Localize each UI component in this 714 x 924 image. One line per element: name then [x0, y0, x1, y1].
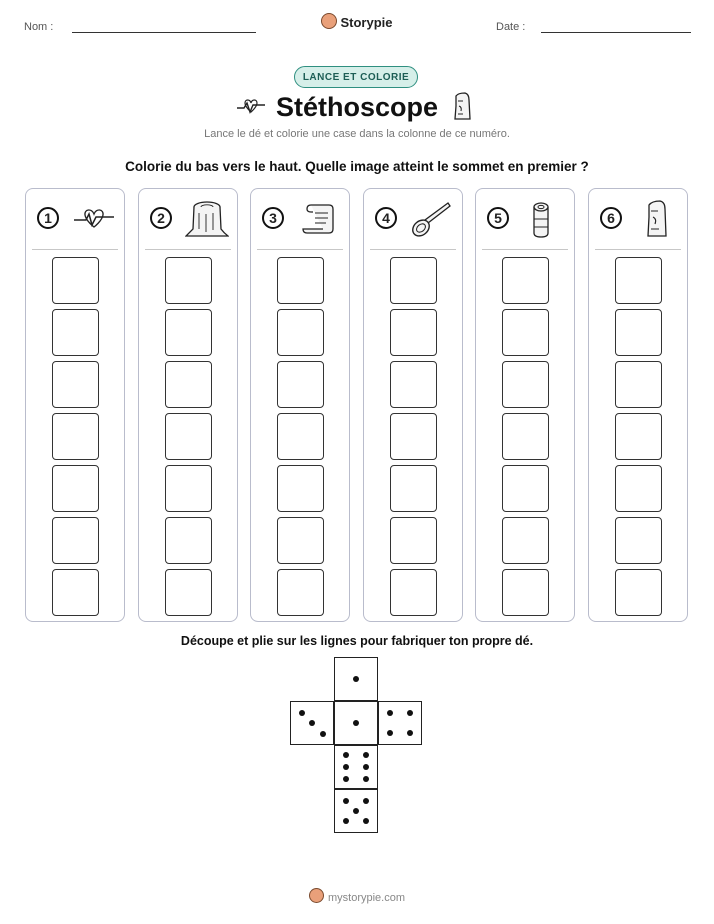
color-cell[interactable] [52, 309, 99, 356]
column-divider [595, 249, 681, 250]
column-divider [257, 249, 343, 250]
column-number: 1 [37, 207, 59, 229]
page-title: Stéthoscope [275, 92, 439, 122]
color-cell[interactable] [277, 361, 324, 408]
tree-stump-icon [185, 199, 229, 239]
die-pip [320, 731, 326, 737]
die-pip [363, 798, 369, 804]
color-cell[interactable] [165, 517, 212, 564]
die-pip [363, 752, 369, 758]
color-cell[interactable] [52, 257, 99, 304]
color-cell[interactable] [277, 309, 324, 356]
scroll-icon [297, 199, 341, 239]
color-cell[interactable] [502, 309, 549, 356]
die-face[interactable] [290, 701, 334, 745]
color-cell[interactable] [52, 517, 99, 564]
color-cell[interactable] [615, 413, 662, 460]
die-face[interactable] [334, 789, 378, 833]
color-cell[interactable] [390, 569, 437, 616]
color-cell[interactable] [502, 413, 549, 460]
page-subtitle: Lance le dé et colorie une case dans la colonne de ce numéro. [204, 128, 510, 140]
storypie-logo-icon [309, 888, 324, 903]
color-cell[interactable] [165, 413, 212, 460]
color-cell[interactable] [165, 257, 212, 304]
color-cell[interactable] [52, 361, 99, 408]
color-cell[interactable] [165, 361, 212, 408]
die-pip [343, 764, 349, 770]
column-6 [588, 188, 688, 622]
color-cell[interactable] [390, 309, 437, 356]
color-cell[interactable] [52, 569, 99, 616]
die-face[interactable] [334, 701, 378, 745]
die-instruction: Découpe et plie sur les lignes pour fabriquer ton propre dé. [180, 634, 534, 648]
die-pip [387, 710, 393, 716]
color-cell[interactable] [502, 569, 549, 616]
color-cell[interactable] [502, 465, 549, 512]
die-pip [407, 710, 413, 716]
column-divider [482, 249, 568, 250]
instruction: Colorie du bas vers le haut. Quelle image atteint le sommet en premier ? [125, 159, 589, 174]
die-pip [407, 730, 413, 736]
die-pip [363, 764, 369, 770]
column-divider [370, 249, 456, 250]
color-cell[interactable] [615, 517, 662, 564]
die-pip [299, 710, 305, 716]
date-line[interactable] [541, 32, 691, 33]
column-number: 4 [375, 207, 397, 229]
color-cell[interactable] [277, 413, 324, 460]
brand-logo: Storypie [0, 13, 714, 30]
name-label: Nom : [24, 21, 54, 33]
die-face[interactable] [334, 745, 378, 789]
column-2 [138, 188, 238, 622]
color-cell[interactable] [390, 517, 437, 564]
color-cell[interactable] [165, 309, 212, 356]
vuvuzela-horn-icon [410, 199, 454, 239]
color-cell[interactable] [502, 517, 549, 564]
color-cell[interactable] [52, 413, 99, 460]
die-pip [353, 808, 359, 814]
color-cell[interactable] [502, 361, 549, 408]
die-pip [343, 776, 349, 782]
color-cell[interactable] [390, 257, 437, 304]
name-line[interactable] [72, 32, 256, 33]
column-3 [250, 188, 350, 622]
color-cell[interactable] [277, 569, 324, 616]
color-cell[interactable] [502, 257, 549, 304]
column-4 [363, 188, 463, 622]
color-cell[interactable] [615, 465, 662, 512]
column-number: 6 [600, 207, 622, 229]
die-pip [343, 752, 349, 758]
die-pip [353, 676, 359, 682]
color-cell[interactable] [615, 257, 662, 304]
color-cell[interactable] [390, 413, 437, 460]
date-label: Date : [496, 21, 526, 33]
die-pip [387, 730, 393, 736]
die-pip [363, 776, 369, 782]
die-pip [309, 720, 315, 726]
color-cell[interactable] [277, 257, 324, 304]
color-cell[interactable] [390, 465, 437, 512]
die-pip [343, 818, 349, 824]
column-1 [25, 188, 125, 622]
color-cell[interactable] [615, 309, 662, 356]
paper-roll-icon [522, 199, 566, 239]
color-cell[interactable] [615, 361, 662, 408]
die-face[interactable] [334, 657, 378, 701]
color-cell[interactable] [277, 465, 324, 512]
color-cell[interactable] [165, 569, 212, 616]
color-cell[interactable] [615, 569, 662, 616]
column-number: 5 [487, 207, 509, 229]
die-pip [363, 818, 369, 824]
column-number: 2 [150, 207, 172, 229]
column-5 [475, 188, 575, 622]
color-cell[interactable] [390, 361, 437, 408]
die-pip [353, 720, 359, 726]
moai-statue-icon [635, 199, 679, 239]
column-divider [32, 249, 118, 250]
color-cell[interactable] [165, 465, 212, 512]
color-cell[interactable] [277, 517, 324, 564]
moai-statue-icon [450, 92, 474, 122]
storypie-logo-icon [321, 13, 337, 29]
die-face[interactable] [378, 701, 422, 745]
die-pip [343, 798, 349, 804]
color-cell[interactable] [52, 465, 99, 512]
activity-badge: LANCE ET COLORIE [294, 66, 418, 88]
footer: mystorypie.com [0, 888, 714, 904]
column-divider [145, 249, 231, 250]
heartbeat-icon [72, 199, 116, 239]
column-number: 3 [262, 207, 284, 229]
